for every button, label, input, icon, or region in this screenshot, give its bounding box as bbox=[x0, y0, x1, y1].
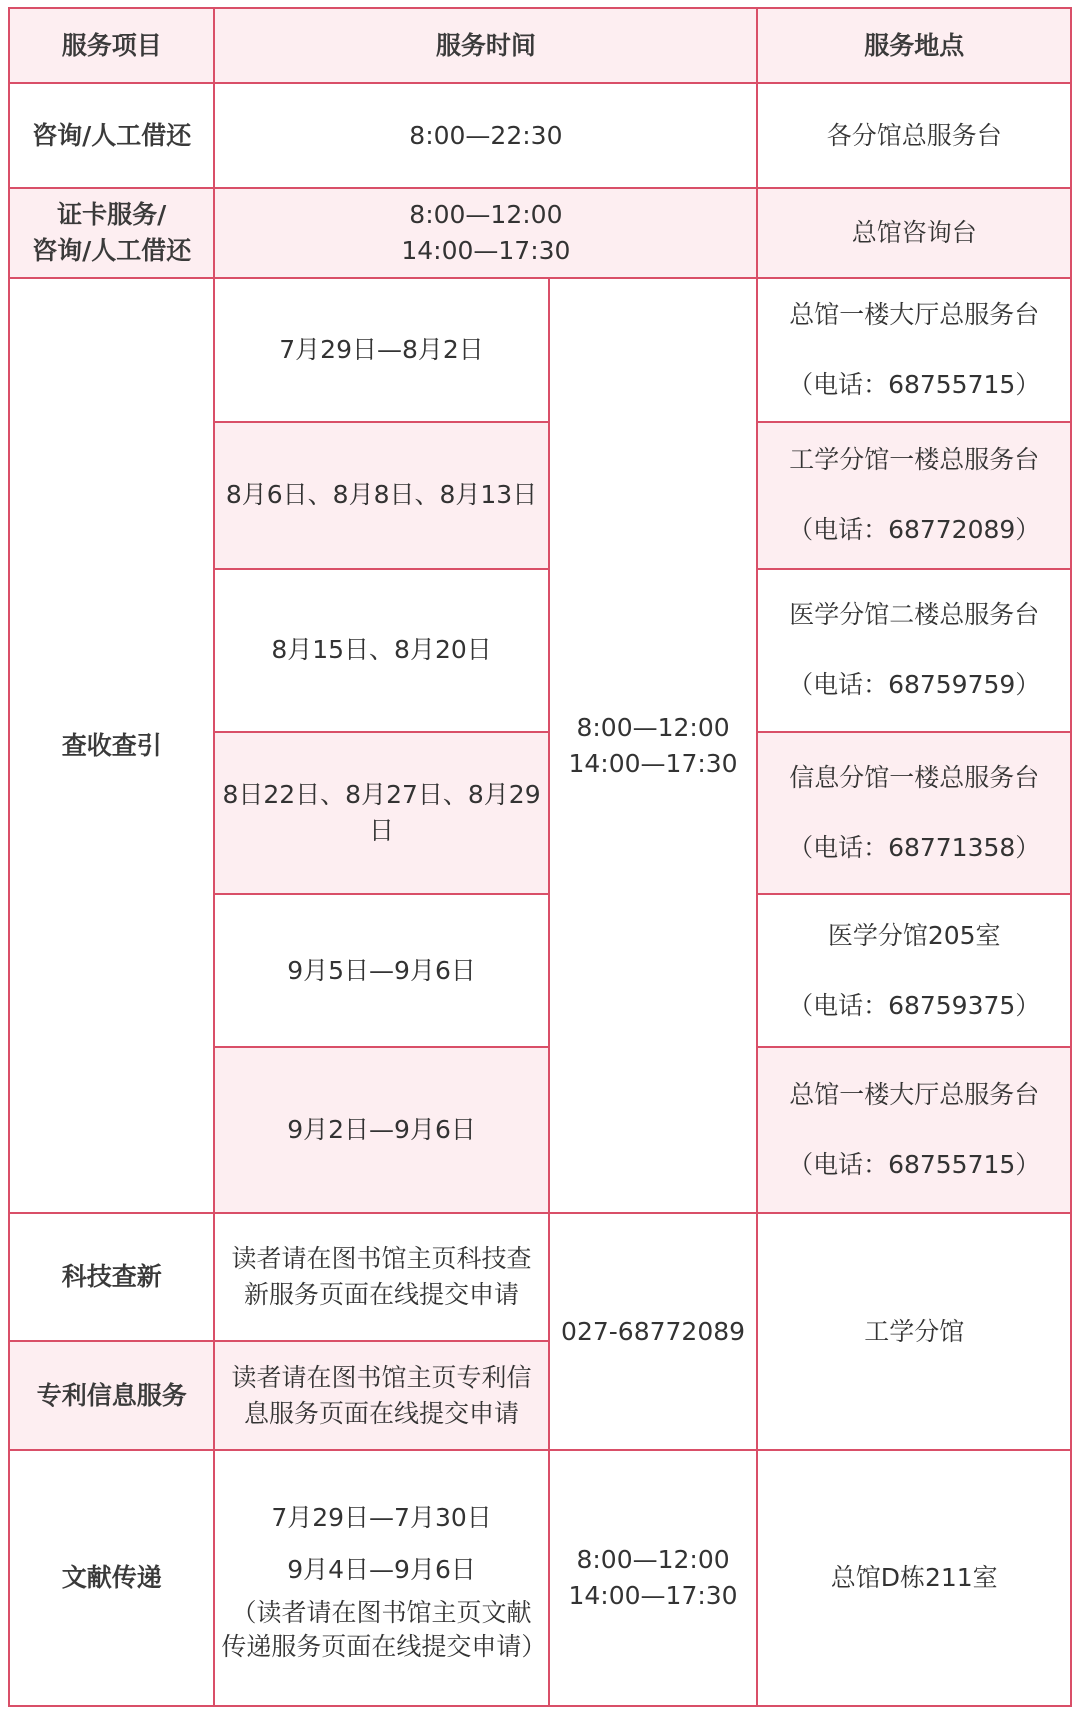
check-place-6 bbox=[757, 1047, 1071, 1213]
consult-time: 8:00—22:30 bbox=[214, 83, 757, 188]
consult-place: 各分馆总服务台 bbox=[757, 83, 1071, 188]
delivery-dates-line1: 7月29日—7月30日 bbox=[271, 1503, 492, 1533]
card-time-line1: 8:00—12:00 bbox=[409, 200, 563, 230]
card-time bbox=[214, 188, 757, 278]
check-place-1-name: 总馆一楼大厅总服务台 bbox=[789, 299, 1040, 329]
card-place: 总馆咨询台 bbox=[757, 188, 1071, 278]
delivery-hours-line2: 14:00—17:30 bbox=[568, 1581, 738, 1611]
check-dates-6: 9月2日—9月6日 bbox=[214, 1047, 548, 1213]
novelty-note: 读者请在图书馆主页科技查新服务页面在线提交申请 bbox=[214, 1213, 548, 1341]
check-place-6-phone: （电话：68755715） bbox=[788, 1150, 1041, 1180]
shared-place: 工学分馆 bbox=[757, 1213, 1071, 1450]
header-service-time: 服务时间 bbox=[214, 8, 757, 83]
novelty-item: 科技查新 bbox=[9, 1213, 214, 1341]
delivery-item: 文献传递 bbox=[9, 1450, 214, 1706]
check-row-1 bbox=[9, 278, 1071, 422]
check-item: 查收查引 bbox=[9, 278, 214, 1213]
check-place-2-phone: （电话：68772089） bbox=[788, 515, 1041, 545]
row-novelty bbox=[9, 1213, 1071, 1341]
check-place-3 bbox=[757, 569, 1071, 733]
check-hours bbox=[549, 278, 758, 1213]
check-dates-3: 8月15日、8月20日 bbox=[214, 569, 548, 733]
card-item-line1: 证卡服务/ bbox=[57, 200, 167, 230]
check-dates-4: 8日22日、8月27日、8月29日 bbox=[214, 732, 548, 894]
card-item-line2: 咨询/人工借还 bbox=[32, 236, 192, 266]
shared-phone: 027-68772089 bbox=[549, 1213, 758, 1450]
check-place-1 bbox=[757, 278, 1071, 422]
delivery-note: （读者请在图书馆主页文献传递服务页面在线提交申请） bbox=[221, 1598, 547, 1662]
header-service-place: 服务地点 bbox=[757, 8, 1071, 83]
patent-note: 读者请在图书馆主页专利信息服务页面在线提交申请 bbox=[214, 1341, 548, 1450]
check-place-5 bbox=[757, 894, 1071, 1047]
patent-item: 专利信息服务 bbox=[9, 1341, 214, 1450]
check-place-2-name: 工学分馆一楼总服务台 bbox=[789, 445, 1040, 475]
row-delivery bbox=[9, 1450, 1071, 1706]
check-place-3-phone: （电话：68759759） bbox=[788, 670, 1041, 700]
check-place-4-name: 信息分馆一楼总服务台 bbox=[789, 763, 1040, 793]
check-place-3-name: 医学分馆二楼总服务台 bbox=[789, 600, 1040, 630]
check-place-2 bbox=[757, 422, 1071, 568]
check-place-4 bbox=[757, 732, 1071, 894]
check-hours-line2: 14:00—17:30 bbox=[568, 748, 738, 778]
header-row bbox=[9, 8, 1071, 83]
check-dates-1: 7月29日—8月2日 bbox=[214, 278, 548, 422]
check-place-5-name: 医学分馆205室 bbox=[827, 920, 1001, 950]
row-consult bbox=[9, 83, 1071, 188]
check-place-6-name: 总馆一楼大厅总服务台 bbox=[789, 1080, 1040, 1110]
delivery-dates bbox=[214, 1450, 548, 1706]
check-place-1-phone: （电话：68755715） bbox=[788, 369, 1041, 399]
check-hours-line1: 8:00—12:00 bbox=[576, 712, 730, 742]
library-service-schedule-table bbox=[8, 7, 1072, 1707]
card-time-line2: 14:00—17:30 bbox=[401, 236, 571, 266]
consult-item: 咨询/人工借还 bbox=[9, 83, 214, 188]
check-place-4-phone: （电话：68771358） bbox=[788, 833, 1041, 863]
check-dates-5: 9月5日—9月6日 bbox=[214, 894, 548, 1047]
header-service-item: 服务项目 bbox=[9, 8, 214, 83]
check-dates-2: 8月6日、8月8日、8月13日 bbox=[214, 422, 548, 568]
delivery-hours-line1: 8:00—12:00 bbox=[576, 1545, 730, 1575]
delivery-hours bbox=[549, 1450, 758, 1706]
delivery-dates-line2: 9月4日—9月6日 bbox=[287, 1555, 476, 1585]
check-place-5-phone: （电话：68759375） bbox=[788, 990, 1041, 1020]
card-item bbox=[9, 188, 214, 278]
row-card-service bbox=[9, 188, 1071, 278]
delivery-place: 总馆D栋211室 bbox=[757, 1450, 1071, 1706]
